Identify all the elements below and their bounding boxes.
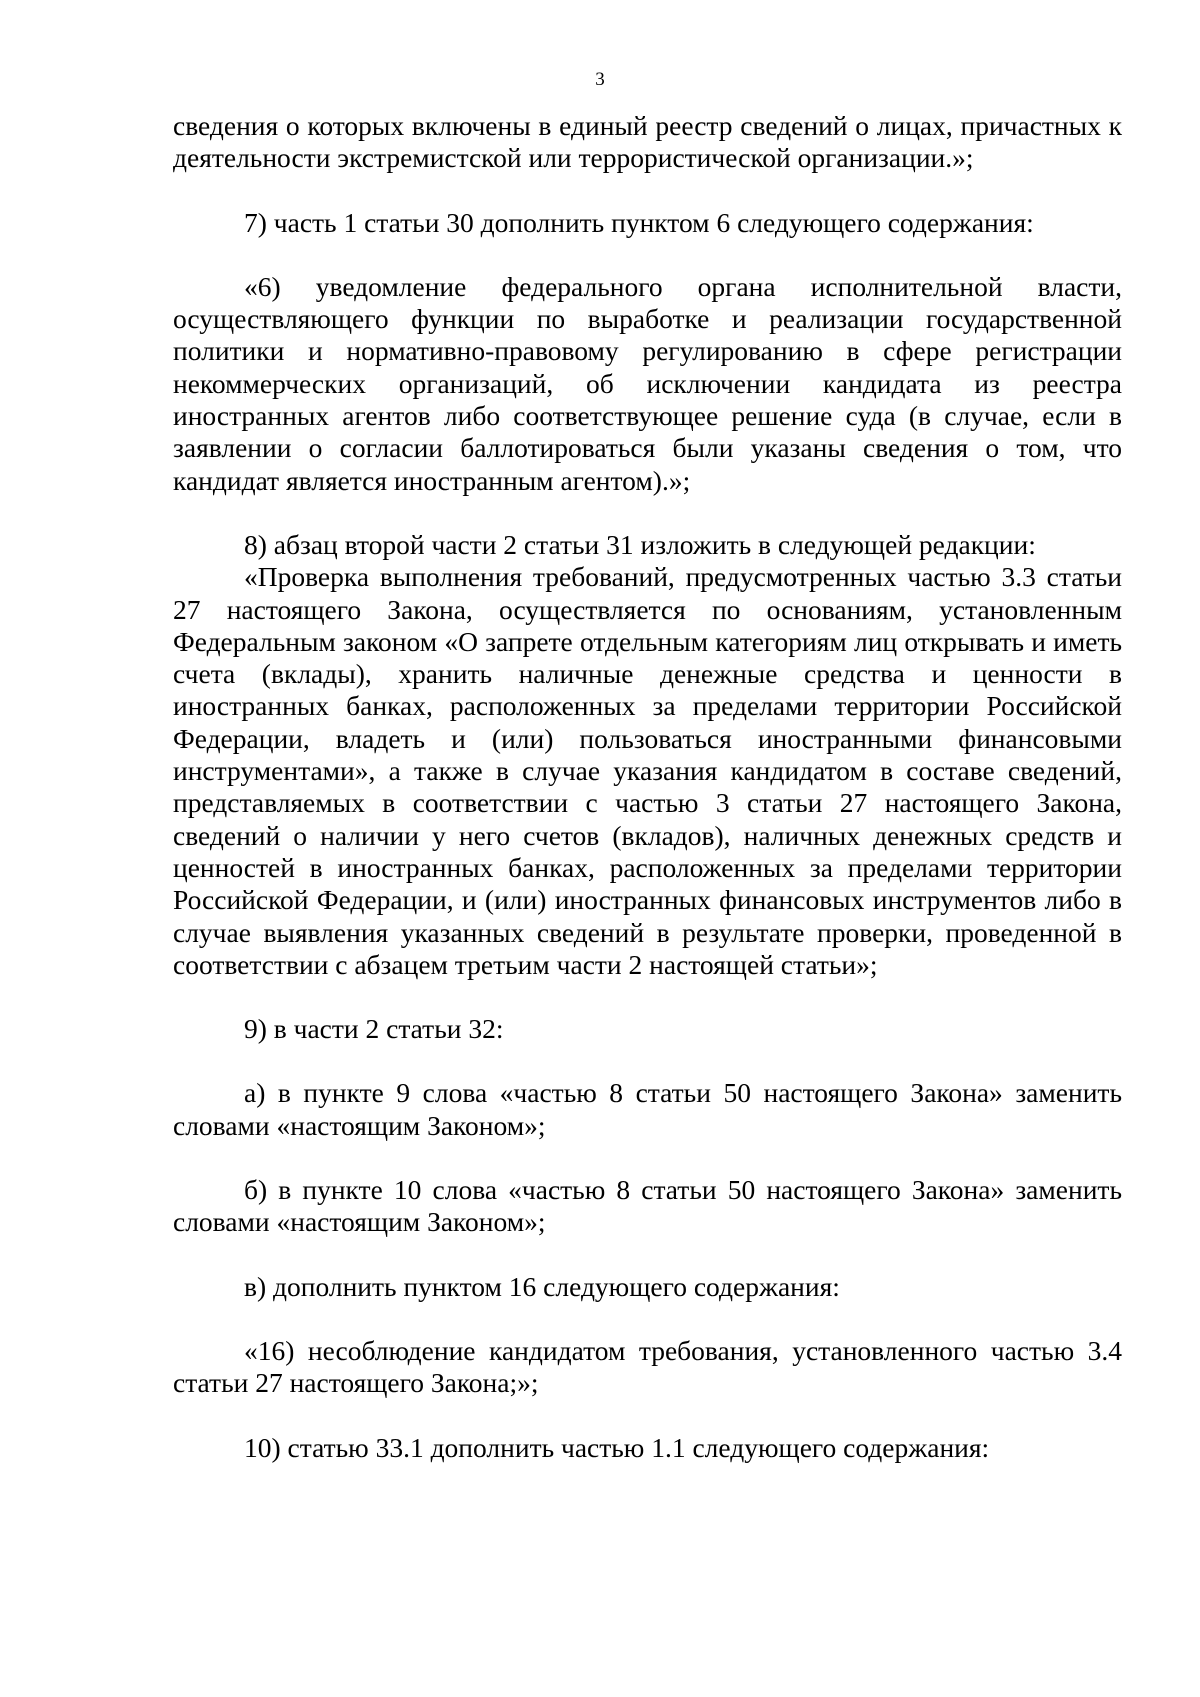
paragraph-item-9v: в) дополнить пунктом 16 следующего содержания: — [244, 1270, 840, 1302]
paragraph-item-8-quote: «Проверка выполнения требований, предусмотренных частью 3.3 статьи 27 настоящего Закона, осуществляется по основаниям, установленным Федеральным законом «О запрете отдельным категориям лиц открывать и иметь счета (вклады), хранить наличные денежные средства и ценности в иностранных банках, расположенных за пределами территории Российской Федерации, владеть и (или) пользоваться иностранными финансовыми инструментами», а также в случае указания кандидатом в составе сведений, представляемых в соответствии с частью 3 статьи 27 настоящего Закона, сведений о наличии у него счетов (вкладов), наличных денежных средств и ценностей в иностранных банках, расположенных за пределами территории Российской Федерации, и (или) иностранных финансовых инструментов либо в случае выявления указанных сведений в результате проверки, проведенной в соответствии с абзацем третьим части 2 настоящей статьи»; — [173, 561, 1122, 980]
paragraph-item-8: 8) абзац второй части 2 статьи 31 изложить в следующей редакции: — [244, 528, 1036, 560]
paragraph-item-9v-quote: «16) несоблюдение кандидатом требования, установленного частью 3.4 статьи 27 настоящего Закона;»; — [173, 1334, 1122, 1399]
page-number: 3 — [595, 69, 605, 90]
paragraph-continuation: сведения о которых включены в единый реестр сведений о лицах, причастных к деятельности экстремистской или террористической организации.»; — [173, 110, 1122, 174]
paragraph-item-7: 7) часть 1 статьи 30 дополнить пунктом 6 следующего содержания: — [244, 206, 1034, 238]
paragraph-item-9a: а) в пункте 9 слова «частью 8 статьи 50 настоящего Закона» заменить словами «настоящим Законом»; — [173, 1077, 1122, 1141]
paragraph-item-9: 9) в части 2 статьи 32: — [244, 1013, 504, 1045]
paragraph-item-10: 10) статью 33.1 дополнить частью 1.1 следующего содержания: — [244, 1431, 990, 1463]
paragraph-item-9b: б) в пункте 10 слова «частью 8 статьи 50 настоящего Закона» заменить словами «настоящим Законом»; — [173, 1174, 1122, 1238]
document-body — [173, 110, 1122, 1464]
paragraph-item-7-quote: «6) уведомление федерального органа исполнительной власти, осуществляющего функции по выработке и реализации государственной политики и нормативно-правовому регулированию в сфере регистрации некоммерческих организаций, об исключении кандидата из реестра иностранных агентов либо соответствующее решение суда (в случае, если в заявлении о согласии баллотироваться были указаны сведения о том, что кандидат является иностранным агентом).»; — [173, 270, 1122, 496]
